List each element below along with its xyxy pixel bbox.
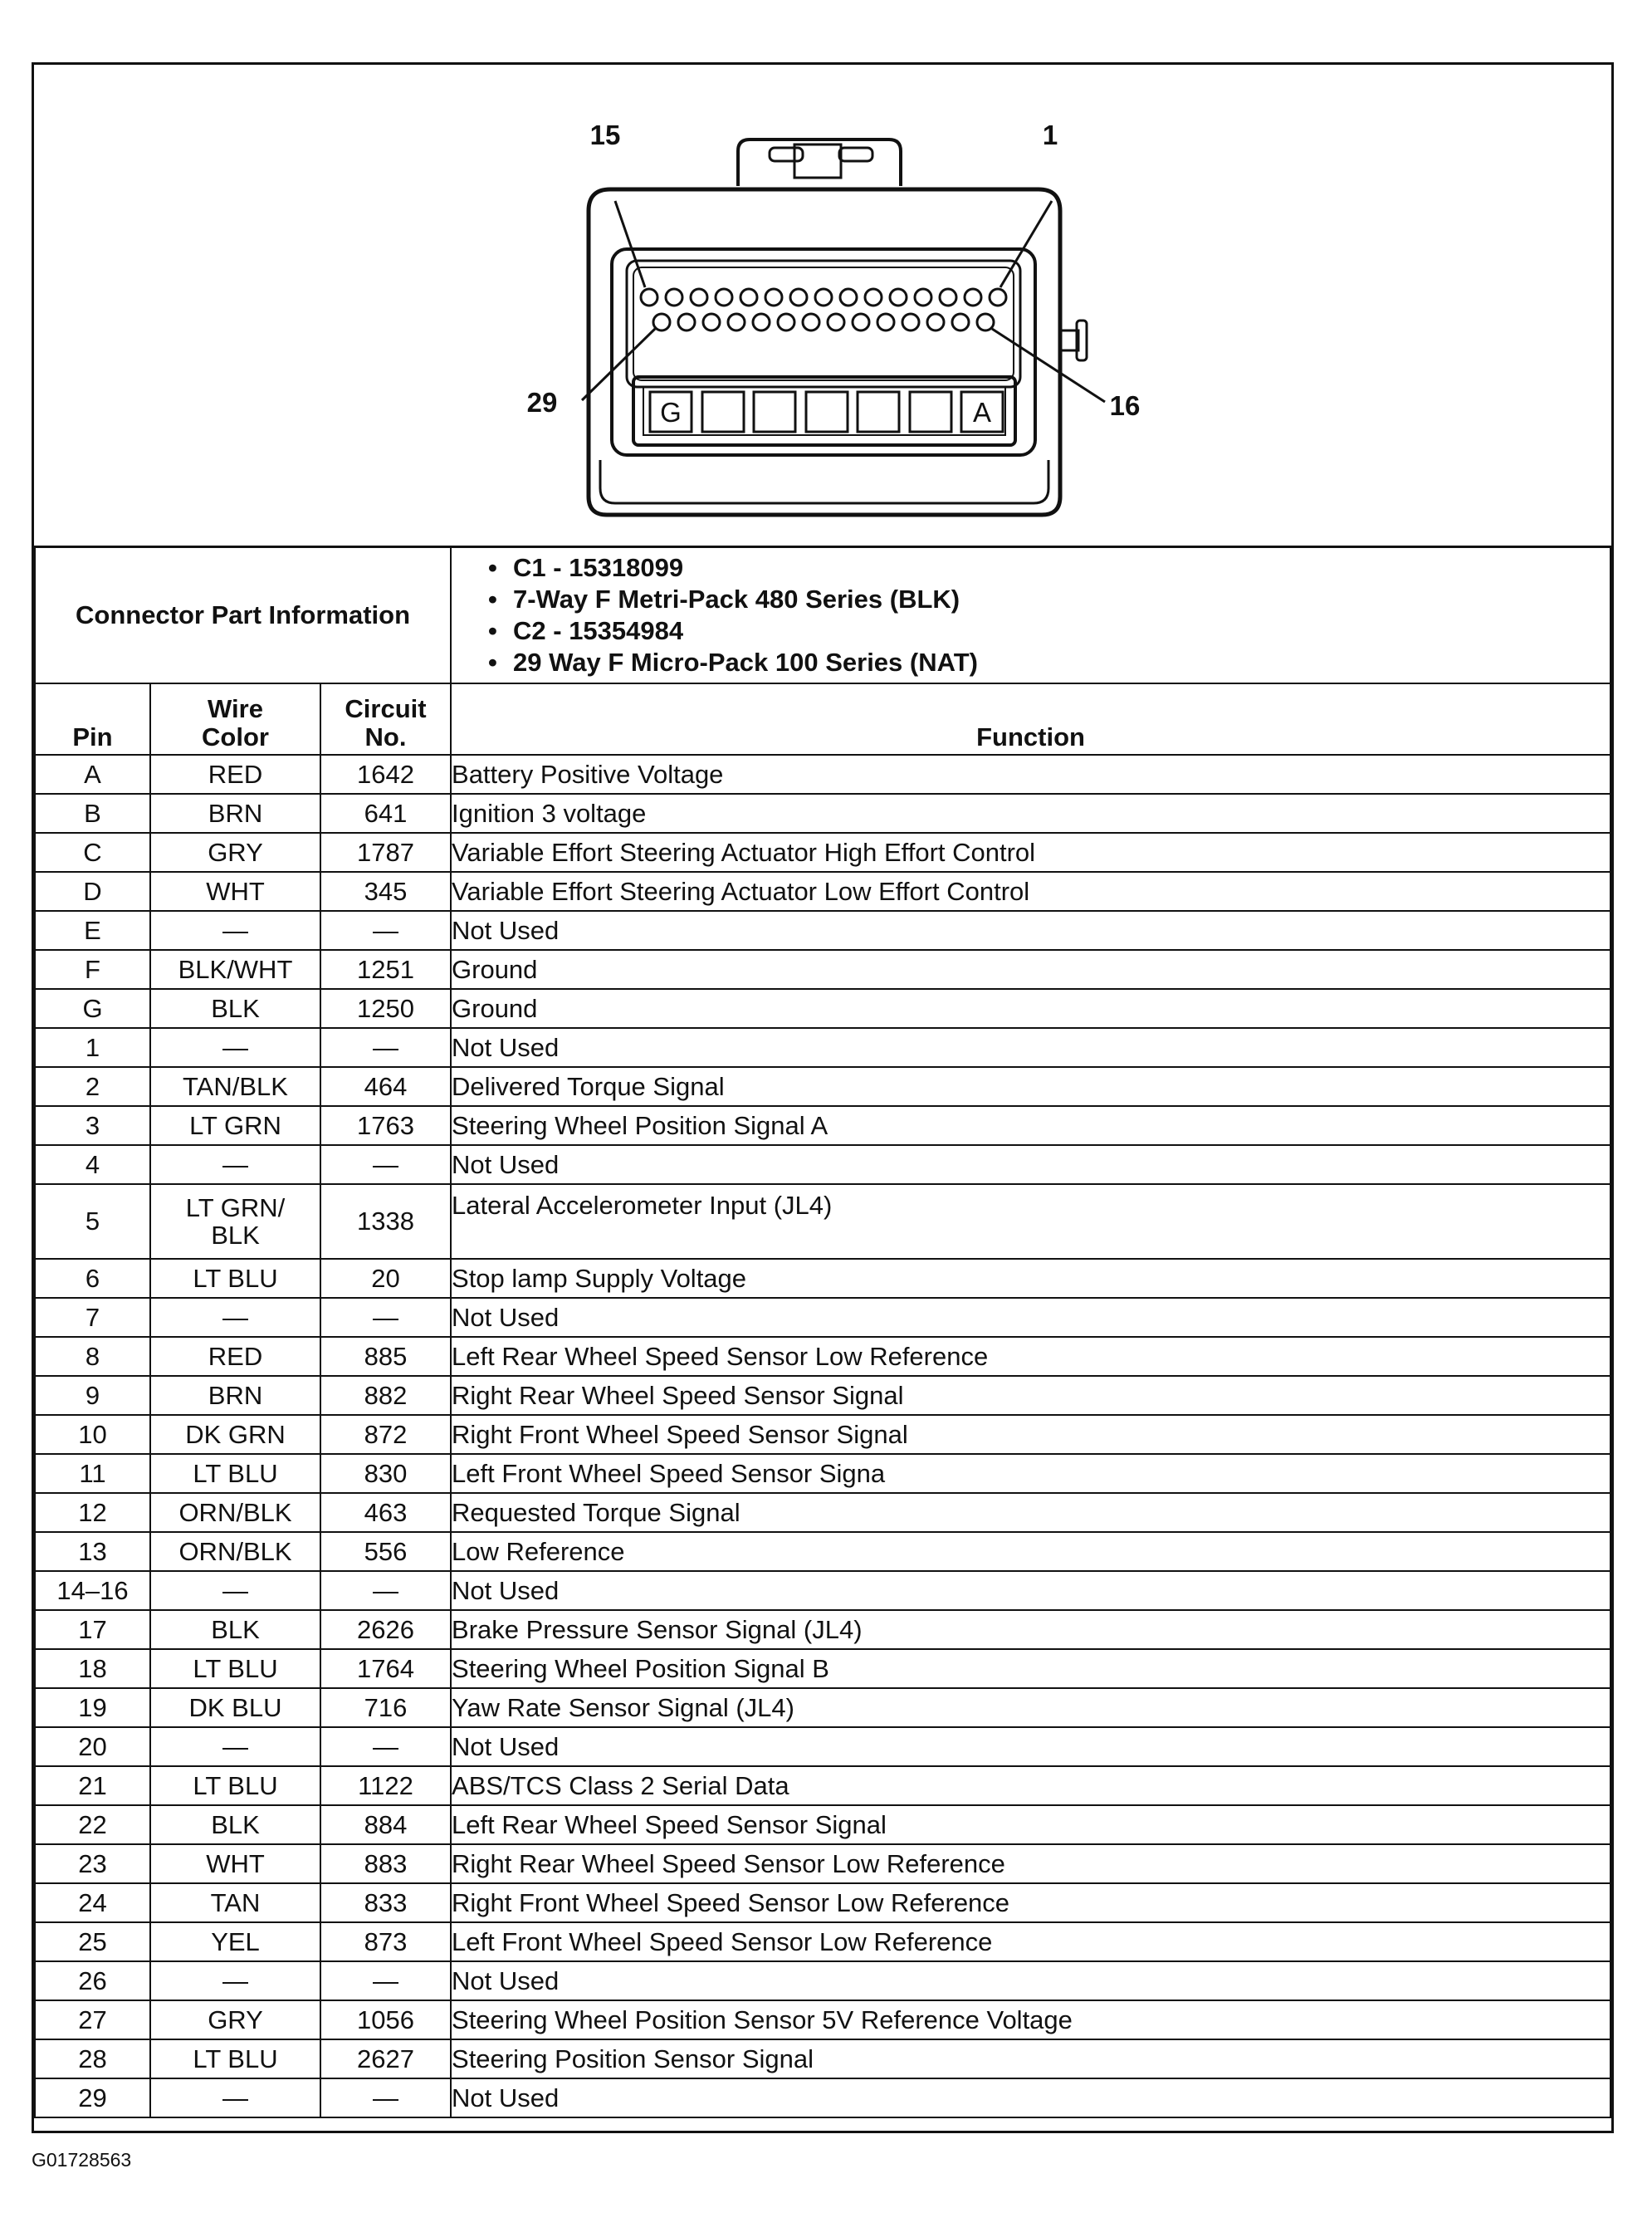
function-cell: Right Front Wheel Speed Sensor Low Reference	[451, 1883, 1610, 1922]
table-row	[35, 950, 1610, 989]
pin-cell: 13	[35, 1532, 150, 1571]
header-circuit-line1: Circuit	[345, 694, 427, 724]
connector-info-item: • 7-Way F Metri-Pack 480 Series (BLK)	[488, 584, 1610, 615]
wire-color-cell: LT GRN	[150, 1106, 320, 1145]
pin-cell: 27	[35, 2000, 150, 2039]
circuit-cell: 1787	[320, 833, 451, 872]
table-row	[35, 833, 1610, 872]
wire-color-cell: LT BLU	[150, 1649, 320, 1688]
connector-info-item: • 29 Way F Micro-Pack 100 Series (NAT)	[488, 647, 1610, 678]
wire-color-cell: —	[150, 1145, 320, 1184]
circuit-cell: 641	[320, 794, 451, 833]
pin-label-1: 1	[1042, 120, 1058, 150]
circuit-cell: 20	[320, 1259, 451, 1298]
table-row	[35, 911, 1610, 950]
table-row	[35, 1259, 1610, 1298]
table-row	[35, 1493, 1610, 1532]
connector-info-item: • C1 - 15318099	[488, 552, 1610, 584]
table-row	[35, 1067, 1610, 1106]
pin-cell: 20	[35, 1727, 150, 1766]
circuit-cell: 556	[320, 1532, 451, 1571]
wire-color-cell: —	[150, 1571, 320, 1610]
function-cell: Battery Positive Voltage	[451, 755, 1610, 794]
wire-color-cell: GRY	[150, 833, 320, 872]
pin-cell: 29	[35, 2078, 150, 2117]
circuit-cell: —	[320, 1298, 451, 1337]
function-cell: Delivered Torque Signal	[451, 1067, 1610, 1106]
function-cell: Not Used	[451, 911, 1610, 950]
wire-color-cell: BLK/WHT	[150, 950, 320, 989]
pin-cell: 8	[35, 1337, 150, 1376]
function-cell: Not Used	[451, 1298, 1610, 1337]
function-cell: Not Used	[451, 2078, 1610, 2117]
header-pin: Pin	[35, 683, 150, 755]
table-row	[35, 1106, 1610, 1145]
wire-color-cell: GRY	[150, 2000, 320, 2039]
header-circuit-no	[320, 683, 451, 755]
pin-cell: 1	[35, 1028, 150, 1067]
circuit-cell: 872	[320, 1415, 451, 1454]
wire-color-cell: DK BLU	[150, 1688, 320, 1727]
wire-color-cell: —	[150, 1028, 320, 1067]
function-cell: Left Front Wheel Speed Sensor Signa	[451, 1454, 1610, 1493]
connector-document	[32, 62, 1614, 2133]
function-cell: Ground	[451, 950, 1610, 989]
connector-drawing	[34, 65, 1611, 546]
circuit-cell: 1251	[320, 950, 451, 989]
pin-cell: 14–16	[35, 1571, 150, 1610]
pin-cell: C	[35, 833, 150, 872]
pin-cavities-row1	[641, 289, 1006, 306]
wire-color-cell: —	[150, 1727, 320, 1766]
table-row	[35, 989, 1610, 1028]
circuit-cell: 884	[320, 1805, 451, 1844]
pin-cell: 5	[35, 1184, 150, 1259]
wire-color-cell: —	[150, 2078, 320, 2117]
wire-color-cell: WHT	[150, 872, 320, 911]
pin-cell: 6	[35, 1259, 150, 1298]
function-cell: Steering Wheel Position Sensor 5V Reference Voltage	[451, 2000, 1610, 2039]
figure-id: G01728563	[32, 2149, 132, 2171]
pin-cell: 26	[35, 1961, 150, 2000]
circuit-cell: —	[320, 1028, 451, 1067]
connector-info-item: • C2 - 15354984	[488, 615, 1610, 647]
function-cell: Right Rear Wheel Speed Sensor Signal	[451, 1376, 1610, 1415]
table-row	[35, 1883, 1610, 1922]
pin-label-16: 16	[1109, 390, 1141, 421]
pin-cell: 10	[35, 1415, 150, 1454]
table-row	[35, 1184, 1610, 1259]
pin-cell: 19	[35, 1688, 150, 1727]
circuit-cell: —	[320, 1727, 451, 1766]
connector-diagram	[34, 65, 1611, 548]
wire-color-cell: ORN/BLK	[150, 1532, 320, 1571]
pin-cell: B	[35, 794, 150, 833]
pin-label-15: 15	[589, 120, 621, 150]
circuit-cell: —	[320, 1145, 451, 1184]
function-cell: Ground	[451, 989, 1610, 1028]
wire-color-line2: BLK	[211, 1221, 260, 1250]
wire-color-cell: LT BLU	[150, 1766, 320, 1805]
wire-color-cell: RED	[150, 1337, 320, 1376]
function-cell: Not Used	[451, 1028, 1610, 1067]
wire-color-cell: WHT	[150, 1844, 320, 1883]
circuit-cell: —	[320, 2078, 451, 2117]
pin-cell: 9	[35, 1376, 150, 1415]
pin-label-29: 29	[526, 387, 558, 418]
function-cell: Right Front Wheel Speed Sensor Signal	[451, 1415, 1610, 1454]
table-row	[35, 1961, 1610, 2000]
pinout-table	[34, 546, 1611, 2118]
function-cell: Not Used	[451, 1961, 1610, 2000]
table-row	[35, 1766, 1610, 1805]
function-cell: Variable Effort Steering Actuator High Effort Control	[451, 833, 1610, 872]
table-row	[35, 1298, 1610, 1337]
circuit-cell: 882	[320, 1376, 451, 1415]
wire-color-cell: BRN	[150, 794, 320, 833]
circuit-cell: 1764	[320, 1649, 451, 1688]
wire-color-cell	[150, 1184, 320, 1259]
pin-cell: 3	[35, 1106, 150, 1145]
function-cell: Left Front Wheel Speed Sensor Low Reference	[451, 1922, 1610, 1961]
circuit-cell: 345	[320, 872, 451, 911]
table-row	[35, 1532, 1610, 1571]
function-cell: Left Rear Wheel Speed Sensor Signal	[451, 1805, 1610, 1844]
table-row	[35, 1805, 1610, 1844]
circuit-cell: 833	[320, 1883, 451, 1922]
wire-color-cell: —	[150, 1298, 320, 1337]
table-row	[35, 1376, 1610, 1415]
wire-color-cell: TAN/BLK	[150, 1067, 320, 1106]
circuit-cell: 1763	[320, 1106, 451, 1145]
function-cell: Not Used	[451, 1727, 1610, 1766]
table-row	[35, 1844, 1610, 1883]
table-row	[35, 1922, 1610, 1961]
pin-cell: 7	[35, 1298, 150, 1337]
header-wire-color	[150, 683, 320, 755]
circuit-cell: —	[320, 911, 451, 950]
wire-color-line1: LT GRN/	[185, 1192, 286, 1222]
connector-info-row	[35, 546, 1610, 683]
table-row	[35, 2078, 1610, 2117]
function-cell: Steering Position Sensor Signal	[451, 2039, 1610, 2078]
function-cell: Steering Wheel Position Signal A	[451, 1106, 1610, 1145]
table-row	[35, 1610, 1610, 1649]
wire-color-cell: LT BLU	[150, 2039, 320, 2078]
circuit-cell: 2626	[320, 1610, 451, 1649]
connector-info-list	[451, 546, 1610, 683]
pin-cell: 2	[35, 1067, 150, 1106]
function-cell: Not Used	[451, 1145, 1610, 1184]
circuit-cell: 2627	[320, 2039, 451, 2078]
table-row	[35, 2000, 1610, 2039]
function-cell: Ignition 3 voltage	[451, 794, 1610, 833]
pin-cell: 25	[35, 1922, 150, 1961]
table-row	[35, 872, 1610, 911]
circuit-cell: 885	[320, 1337, 451, 1376]
cavity-label-g: G	[660, 397, 682, 428]
wire-color-cell: RED	[150, 755, 320, 794]
function-cell: Lateral Accelerometer Input (JL4)	[451, 1184, 1610, 1259]
pin-cell: D	[35, 872, 150, 911]
wire-color-cell: LT BLU	[150, 1454, 320, 1493]
header-wire-color-line2: Color	[202, 722, 269, 751]
pin-cell: 23	[35, 1844, 150, 1883]
pin-cell: G	[35, 989, 150, 1028]
cavity-label-a: A	[972, 397, 992, 428]
function-cell: ABS/TCS Class 2 Serial Data	[451, 1766, 1610, 1805]
pin-cell: F	[35, 950, 150, 989]
circuit-cell: 1250	[320, 989, 451, 1028]
table-row	[35, 1688, 1610, 1727]
table-row	[35, 755, 1610, 794]
function-cell: Requested Torque Signal	[451, 1493, 1610, 1532]
pin-rows	[35, 755, 1610, 2117]
circuit-cell: 1056	[320, 2000, 451, 2039]
wire-color-cell: —	[150, 911, 320, 950]
pin-cell: 18	[35, 1649, 150, 1688]
power-cavities	[650, 392, 1003, 432]
circuit-cell: —	[320, 1571, 451, 1610]
connector-info-label: Connector Part Information	[35, 546, 451, 683]
function-cell: Left Rear Wheel Speed Sensor Low Reference	[451, 1337, 1610, 1376]
pin-cell: 22	[35, 1805, 150, 1844]
table-row	[35, 1145, 1610, 1184]
wire-color-cell: LT BLU	[150, 1259, 320, 1298]
table-header	[35, 683, 1610, 755]
circuit-cell: 830	[320, 1454, 451, 1493]
header-circuit-line2: No.	[364, 722, 407, 751]
circuit-cell: 716	[320, 1688, 451, 1727]
pin-cell: A	[35, 755, 150, 794]
table-row	[35, 1415, 1610, 1454]
table-row	[35, 1028, 1610, 1067]
pin-cell: 28	[35, 2039, 150, 2078]
pin-cavities-row2	[653, 314, 994, 330]
pin-cell: 11	[35, 1454, 150, 1493]
wire-color-cell: BLK	[150, 1610, 320, 1649]
table-row	[35, 1571, 1610, 1610]
pin-cell: E	[35, 911, 150, 950]
pin-cell: 4	[35, 1145, 150, 1184]
circuit-cell: 1642	[320, 755, 451, 794]
function-cell: Variable Effort Steering Actuator Low Effort Control	[451, 872, 1610, 911]
pin-cell: 21	[35, 1766, 150, 1805]
header-function: Function	[451, 683, 1610, 755]
circuit-cell: 883	[320, 1844, 451, 1883]
table-row	[35, 1649, 1610, 1688]
function-cell: Steering Wheel Position Signal B	[451, 1649, 1610, 1688]
circuit-cell: 873	[320, 1922, 451, 1961]
pin-cell: 24	[35, 1883, 150, 1922]
header-wire-color-line1: Wire	[208, 694, 263, 724]
pin-cell: 12	[35, 1493, 150, 1532]
wire-color-cell: DK GRN	[150, 1415, 320, 1454]
wire-color-cell: BLK	[150, 989, 320, 1028]
circuit-cell: —	[320, 1961, 451, 2000]
wire-color-cell: TAN	[150, 1883, 320, 1922]
wire-color-cell: BLK	[150, 1805, 320, 1844]
function-cell: Right Rear Wheel Speed Sensor Low Reference	[451, 1844, 1610, 1883]
wire-color-cell: —	[150, 1961, 320, 2000]
table-row	[35, 794, 1610, 833]
circuit-cell: 1338	[320, 1184, 451, 1259]
pin-cell: 17	[35, 1610, 150, 1649]
function-cell: Brake Pressure Sensor Signal (JL4)	[451, 1610, 1610, 1649]
table-row	[35, 1454, 1610, 1493]
table-row	[35, 1727, 1610, 1766]
function-cell: Stop lamp Supply Voltage	[451, 1259, 1610, 1298]
circuit-cell: 1122	[320, 1766, 451, 1805]
wire-color-cell: ORN/BLK	[150, 1493, 320, 1532]
circuit-cell: 464	[320, 1067, 451, 1106]
table-row	[35, 1337, 1610, 1376]
wire-color-cell: YEL	[150, 1922, 320, 1961]
wire-color-cell: BRN	[150, 1376, 320, 1415]
circuit-cell: 463	[320, 1493, 451, 1532]
table-row	[35, 2039, 1610, 2078]
function-cell: Not Used	[451, 1571, 1610, 1610]
function-cell: Yaw Rate Sensor Signal (JL4)	[451, 1688, 1610, 1727]
function-cell: Low Reference	[451, 1532, 1610, 1571]
